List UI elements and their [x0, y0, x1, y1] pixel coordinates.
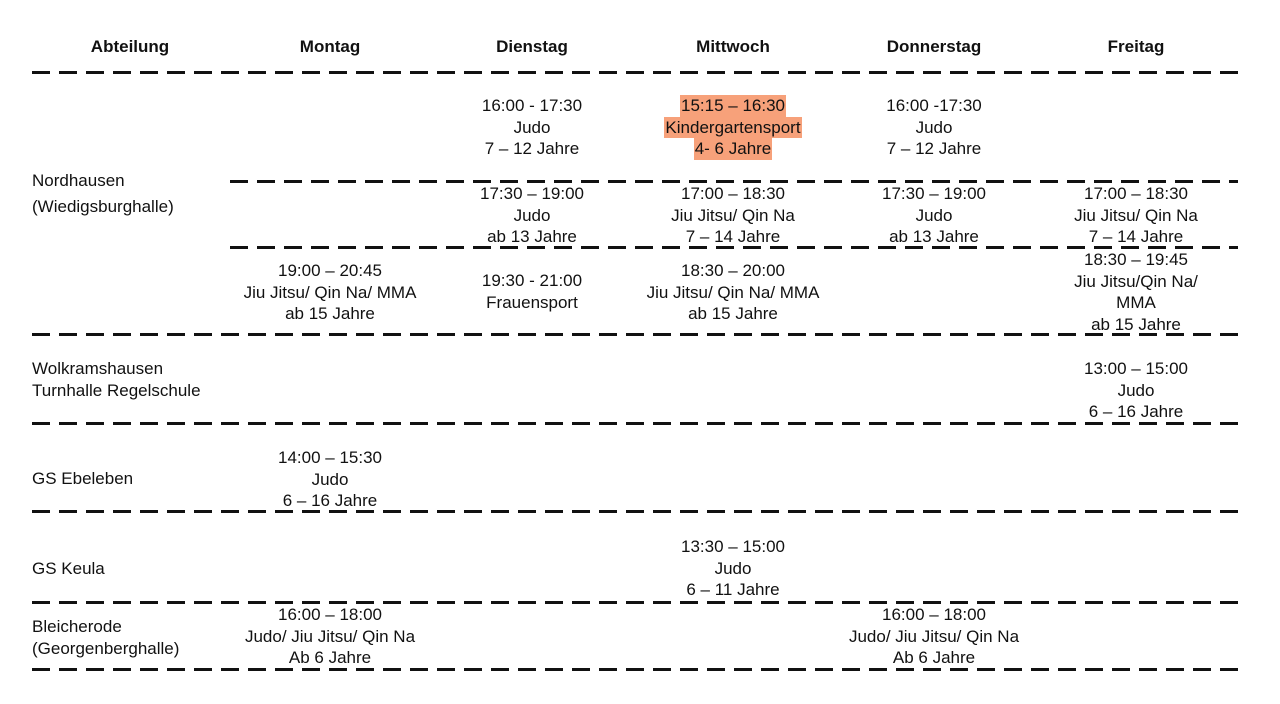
slot-sport: Judo [513, 205, 551, 225]
divider-header [32, 71, 1238, 74]
slot-sport: Jiu Jitsu/ Qin Na [1074, 205, 1198, 225]
slot-time: 19:30 - 21:00 [481, 271, 583, 290]
slot-sport: Judo/ Jiu Jitsu/ Qin Na [848, 626, 1020, 646]
slot-time: 16:00 -17:30 [886, 96, 982, 115]
dept-ebeleben [32, 468, 133, 490]
slot-age: 6 – 11 Jahre [686, 580, 780, 599]
slot-wolkramshausen-freitag [1026, 358, 1246, 423]
slot-age: Ab 6 Jahre [892, 648, 976, 667]
slot-time: 13:30 – 15:00 [681, 537, 785, 556]
slot-age: 7 – 14 Jahre [1088, 227, 1184, 246]
slot-time: 18:30 – 20:00 [681, 261, 785, 280]
dept-bleicherode-name: Bleicherode [32, 617, 122, 636]
header-abteilung: Abteilung [90, 37, 170, 56]
dept-wolkramshausen-hall: Turnhalle Regelschule [32, 380, 201, 400]
slot-sport: Judo [915, 205, 953, 225]
slot-nordhausen-dienstag-1 [422, 95, 642, 160]
slot-nordhausen-dienstag-3 [422, 270, 642, 313]
slot-nordhausen-donnerstag-1 [824, 95, 1044, 160]
slot-age: ab 13 Jahre [487, 227, 577, 246]
slot-nordhausen-freitag-3 [1026, 249, 1246, 335]
slot-sport: Judo [714, 558, 752, 578]
slot-time: 19:00 – 20:45 [278, 261, 382, 280]
slot-nordhausen-mittwoch-1-highlighted [623, 95, 843, 160]
dept-wolkramshausen [32, 358, 201, 401]
slot-bleicherode-montag [220, 604, 440, 669]
header-donnerstag: Donnerstag [886, 37, 982, 56]
slot-age: ab 13 Jahre [889, 227, 979, 246]
slot-age: 4- 6 Jahre [694, 139, 772, 158]
header-dienstag: Dienstag [496, 37, 568, 56]
slot-age: Ab 6 Jahre [288, 648, 372, 667]
dept-wolkramshausen-name: Wolkramshausen [32, 359, 164, 378]
slot-time: 13:00 – 15:00 [1084, 359, 1188, 378]
slot-ebeleben-montag [220, 447, 440, 512]
slot-age: ab 15 Jahre [1091, 314, 1181, 334]
slot-age: 6 – 16 Jahre [282, 491, 378, 510]
dept-keula-name: GS Keula [32, 559, 105, 578]
slot-bleicherode-donnerstag [824, 604, 1044, 669]
slot-sport: Jiu Jitsu/Qin Na/ [1074, 271, 1198, 291]
divider-ebeleben [32, 510, 1238, 513]
slot-nordhausen-montag-3 [220, 260, 440, 325]
slot-sport: Judo [311, 469, 349, 489]
slot-time: 16:00 – 18:00 [882, 605, 986, 624]
slot-sport-cont: MMA [1116, 293, 1156, 312]
dept-ebeleben-name: GS Ebeleben [32, 469, 134, 488]
slot-nordhausen-mittwoch-3 [623, 260, 843, 325]
slot-time: 18:30 – 19:45 [1084, 250, 1188, 269]
slot-sport: Jiu Jitsu/ Qin Na/ MMA [243, 282, 417, 302]
slot-nordhausen-donnerstag-2 [824, 183, 1044, 248]
dept-bleicherode-hall: (Georgenberghalle) [32, 638, 180, 658]
slot-age: 7 – 14 Jahre [685, 227, 781, 246]
slot-time: 17:00 – 18:30 [1084, 184, 1188, 203]
slot-sport: Judo [513, 117, 551, 137]
header-mittwoch: Mittwoch [696, 37, 770, 56]
slot-nordhausen-mittwoch-2 [623, 183, 843, 248]
slot-age: 7 – 12 Jahre [484, 139, 580, 158]
slot-keula-mittwoch [623, 536, 843, 601]
header-montag: Montag [299, 37, 361, 56]
dept-nordhausen [32, 170, 174, 217]
slot-sport: Jiu Jitsu/ Qin Na [671, 205, 795, 225]
slot-time: 17:00 – 18:30 [681, 184, 785, 203]
slot-sport: Judo [915, 117, 953, 137]
dept-nordhausen-name: Nordhausen [32, 171, 125, 190]
slot-sport: Kindergartensport [665, 117, 801, 137]
dept-keula [32, 558, 105, 580]
dept-nordhausen-hall: (Wiedigsburghalle) [32, 196, 174, 216]
slot-time: 16:00 - 17:30 [481, 96, 583, 115]
slot-age: 6 – 16 Jahre [1088, 402, 1184, 421]
slot-time: 14:00 – 15:30 [278, 448, 382, 467]
divider-keula [32, 601, 1238, 604]
divider-bleicherode [32, 668, 1238, 671]
slot-age: ab 15 Jahre [688, 304, 778, 323]
slot-age: 7 – 12 Jahre [886, 139, 982, 158]
slot-time: 16:00 – 18:00 [278, 605, 382, 624]
slot-time: 17:30 – 19:00 [480, 184, 584, 203]
slot-sport: Judo/ Jiu Jitsu/ Qin Na [244, 626, 416, 646]
header-freitag: Freitag [1107, 37, 1165, 56]
slot-time: 17:30 – 19:00 [882, 184, 986, 203]
slot-sport: Judo [1117, 380, 1155, 400]
slot-nordhausen-dienstag-2 [422, 183, 642, 248]
slot-sport: Jiu Jitsu/ Qin Na/ MMA [646, 282, 820, 302]
slot-sport: Frauensport [486, 292, 578, 312]
slot-age: ab 15 Jahre [285, 304, 375, 323]
slot-nordhausen-freitag-2 [1026, 183, 1246, 248]
slot-time: 15:15 – 16:30 [681, 96, 785, 115]
dept-bleicherode [32, 616, 179, 659]
